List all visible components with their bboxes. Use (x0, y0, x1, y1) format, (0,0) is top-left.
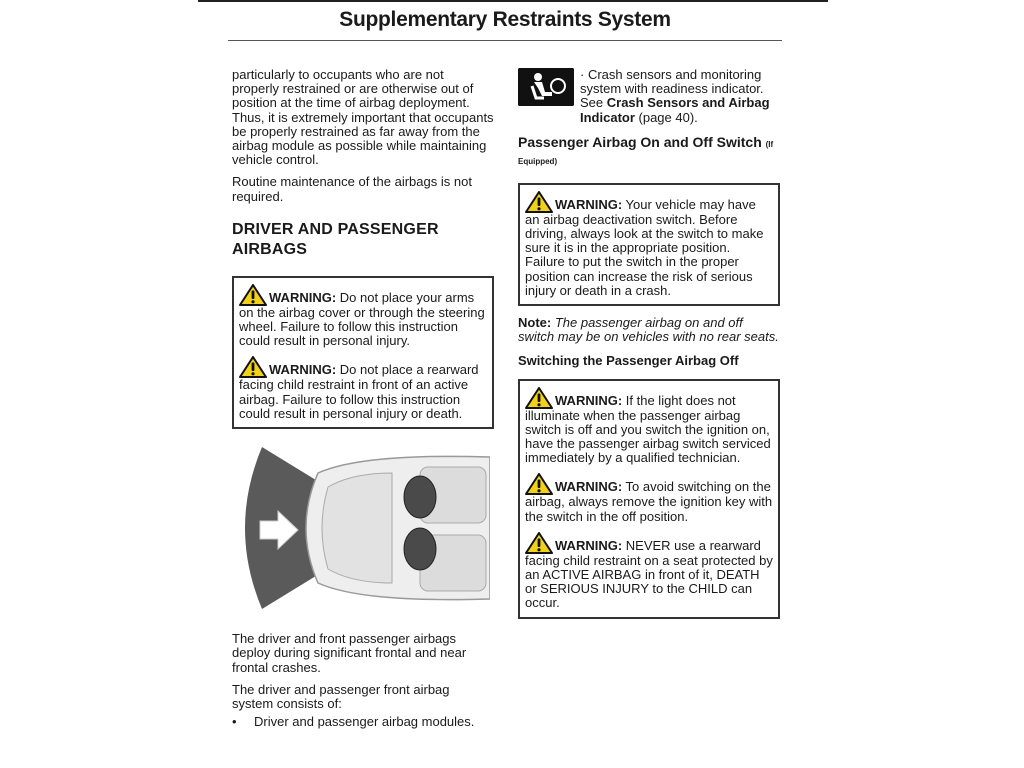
note-paragraph (518, 316, 780, 344)
warning-box-switch (518, 183, 780, 306)
driver-airbag-shape (404, 476, 436, 518)
section-heading: DRIVER AND PASSENGER AIRBAGS (232, 220, 439, 258)
warning-item (239, 284, 487, 349)
warning-label: WARNING: (555, 196, 623, 212)
indicator-page-ref: (page 40). (634, 109, 698, 125)
title-divider (228, 40, 782, 41)
note-text: The passenger airbag on and off switch may be on vehicles with no rear seats. (518, 315, 779, 345)
warning-item (525, 191, 773, 298)
warning-triangle-icon (525, 532, 553, 554)
bullet-text: Driver and passenger airbag modules. (254, 714, 475, 730)
warning-label: WARNING: (555, 479, 623, 495)
warning-item (525, 387, 773, 466)
warning-item (525, 473, 773, 523)
warning-item (525, 532, 773, 611)
warning-triangle-icon (525, 191, 553, 213)
warning-triangle-icon (525, 473, 553, 495)
warning-label: WARNING: (555, 392, 623, 408)
airbag-deployment-illustration (232, 443, 490, 613)
switch-heading-text: Passenger Airbag On and Off Switch (518, 133, 762, 150)
indicator-reference-link[interactable]: Crash Sensors and Airbag Indicator (580, 95, 770, 125)
warning-label: WARNING: (269, 362, 337, 378)
indicator-row (518, 68, 780, 125)
warning-label: WARNING: (555, 537, 623, 553)
bullet-marker: • (232, 714, 237, 730)
note-label: Note: (518, 315, 552, 331)
system-paragraph: The driver and passenger front airbag system consists of: (232, 681, 450, 712)
warning-text: Do not place your arms on the airbag cover or through the steering wheel. Failure to follow this instruction could result in personal injury. (239, 289, 485, 349)
warning-triangle-icon (239, 356, 267, 378)
airbag-indicator-icon (518, 68, 574, 106)
page-title: Supplementary Restraints System (339, 8, 671, 31)
warning-text: NEVER use a rearward facing child restraint on a seat protected by an ACTIVE AIRBAG in front of it, DEATH or SERIOUS INJURY to the CHILD can occur. (525, 537, 773, 611)
passenger-airbag-shape (404, 528, 436, 570)
warning-label: WARNING: (269, 289, 337, 305)
intro-paragraph: particularly to occupants who are not properly restrained or are otherwise out of position at the time of airbag deployment. Thus, it is extremely important that occupants be properly restrained as far away from the airbag module as possible while maintaining vehicle control. (232, 67, 494, 168)
switch-heading (518, 135, 780, 169)
maintenance-paragraph: Routine maintenance of the airbags is not required. (232, 174, 472, 204)
warning-text: To avoid switching on the airbag, always remove the ignition key with the switch in the off position. (525, 479, 773, 524)
warning-triangle-icon (525, 387, 553, 409)
indicator-text: · Crash sensors and monitoring system with readiness indicator. See (580, 67, 764, 111)
switch-heading-suffix: (If Equipped) (518, 139, 774, 166)
off-heading: Switching the Passenger Airbag Off (518, 353, 739, 369)
warning-text: Do not place a rearward facing child restraint in front of an active airbag. Failure to follow this instruction could result in personal injury or death. (239, 362, 479, 421)
warning-box-off (518, 379, 780, 619)
warning-text: Your vehicle may have an airbag deactivation switch. Before driving, always look at the switch to make sure it is in the appropriate position. Failure to put the switch in the proper position can increase the risk of serious injury or death in a crash. (525, 196, 764, 298)
right-column (518, 68, 780, 619)
warning-item (239, 356, 487, 421)
left-column (232, 68, 494, 729)
list-item (232, 715, 494, 729)
top-rule (198, 0, 828, 2)
windshield-shape (322, 473, 392, 583)
warning-box-driver (232, 276, 494, 429)
warning-triangle-icon (239, 284, 267, 306)
warning-text: If the light does not illuminate when the passenger airbag switch is off and you switch the ignition on, have the passenger airbag switch serviced immediately by a qualified technician. (525, 392, 771, 466)
deploy-paragraph: The driver and front passenger airbags deploy during significant frontal and near frontal crashes. (232, 631, 467, 675)
